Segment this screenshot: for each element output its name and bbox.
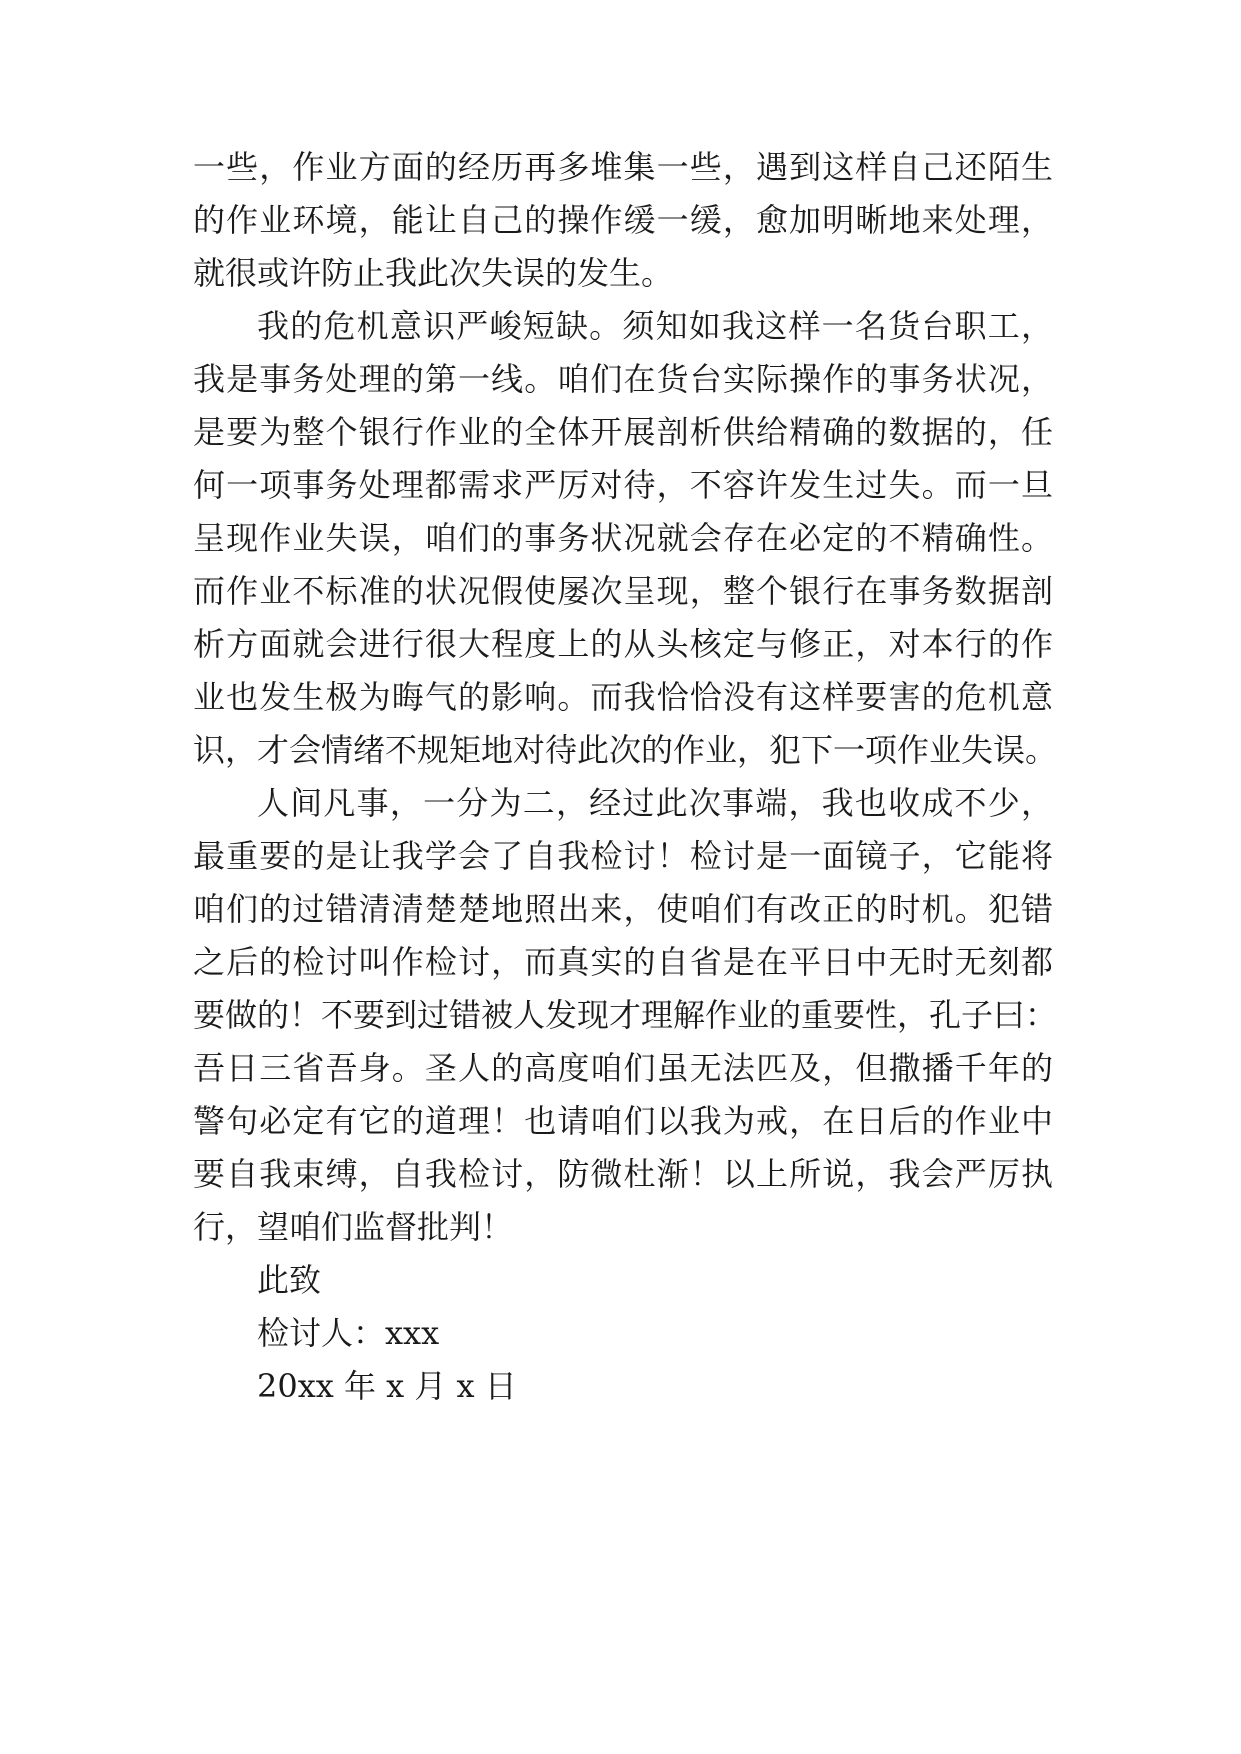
paragraph-line: 之后的检讨叫作检讨，而真实的自省是在平日中无时无刻都 xyxy=(193,943,1053,981)
paragraph-line: 人间凡事，一分为二，经过此次事端，我也收成不少， xyxy=(257,784,1053,822)
paragraph-line: 析方面就会进行很大程度上的从头核定与修正，对本行的作 xyxy=(193,625,1053,663)
paragraph-line: 是要为整个银行作业的全体开展剖析供给精确的数据的，任 xyxy=(193,413,1053,451)
salutation: 此致 xyxy=(257,1261,322,1299)
paragraph-line: 警句必定有它的道理！也请咱们以我为戒，在日后的作业中 xyxy=(193,1102,1053,1140)
paragraph-line: 一些，作业方面的经历再多堆集一些，遇到这样自己还陌生 xyxy=(193,148,1053,186)
paragraph-line: 识，才会情绪不规矩地对待此次的作业，犯下一项作业失误。 xyxy=(193,731,1058,769)
paragraph-line: 我的危机意识严峻短缺。须知如我这样一名货台职工， xyxy=(257,307,1053,345)
paragraph-line: 要做的！不要到过错被人发现才理解作业的重要性，孔子曰： xyxy=(193,996,1058,1034)
paragraph-line: 行，望咱们监督批判！ xyxy=(193,1208,514,1246)
paragraph-line: 而作业不标准的状况假使屡次呈现，整个银行在事务数据剖 xyxy=(193,572,1053,610)
paragraph-line: 业也发生极为晦气的影响。而我恰恰没有这样要害的危机意 xyxy=(193,678,1053,716)
signer: 检讨人：xxx xyxy=(257,1314,440,1352)
paragraph-line: 何一项事务处理都需求严厉对待，不容许发生过失。而一旦 xyxy=(193,466,1053,504)
paragraph-line: 要自我束缚，自我检讨，防微杜渐！以上所说，我会严厉执 xyxy=(193,1155,1053,1193)
paragraph-line: 最重要的是让我学会了自我检讨！检讨是一面镜子，它能将 xyxy=(193,837,1053,875)
paragraph-line: 我是事务处理的第一线。咱们在货台实际操作的事务状况， xyxy=(193,360,1053,398)
paragraph-line: 呈现作业失误，咱们的事务状况就会存在必定的不精确性。 xyxy=(193,519,1053,557)
paragraph-line: 就很或许防止我此次失误的发生。 xyxy=(193,254,674,292)
paragraph-line: 的作业环境，能让自己的操作缓一缓，愈加明晰地来处理， xyxy=(193,201,1053,239)
paragraph-line: 咱们的过错清清楚楚地照出来，使咱们有改正的时机。犯错 xyxy=(193,890,1053,928)
date: 20xx 年 x 月 x 日 xyxy=(257,1367,517,1405)
paragraph-line: 吾日三省吾身。圣人的高度咱们虽无法匹及，但撒播千年的 xyxy=(193,1049,1053,1087)
